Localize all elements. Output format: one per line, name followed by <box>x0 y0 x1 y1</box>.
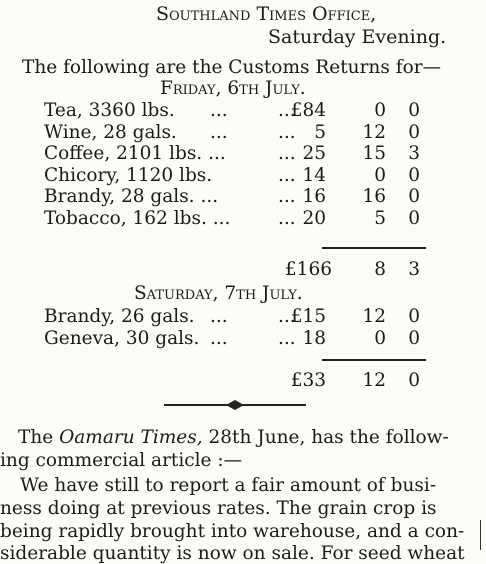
customs-row <box>0 100 486 124</box>
customs-row <box>0 143 486 167</box>
shillings-value: 5 <box>374 207 386 229</box>
item-label: Coffee, 2101 lbs. ... <box>44 143 226 164</box>
column-edge-mark <box>480 520 481 550</box>
friday-total-row <box>0 259 486 283</box>
shillings-value: 0 <box>374 328 386 349</box>
shillings-value: 12 <box>362 121 386 143</box>
leader-dots: ... <box>278 143 296 164</box>
pounds-value: £84 <box>290 100 326 121</box>
leader-dots: ... <box>210 100 228 121</box>
item-label: Tea, 3360 lbs. <box>44 100 175 121</box>
pounds-value: 20 <box>302 207 326 229</box>
customs-row <box>0 186 486 210</box>
friday-heading: Friday, 6th July. <box>160 78 306 99</box>
item-label: Chicory, 1120 lbs. <box>44 164 213 186</box>
saturday-total-row <box>0 370 486 394</box>
leader-dots: ... <box>278 306 296 327</box>
friday-total-pence: 3 <box>408 259 420 280</box>
pounds-value: 16 <box>302 186 326 207</box>
pounds-value: 18 <box>302 328 326 349</box>
pence-value: 0 <box>408 164 420 186</box>
leader-dots: ... <box>278 207 296 229</box>
saturday-rule <box>322 359 426 361</box>
pence-value: 0 <box>408 121 420 143</box>
item-label: Brandy, 28 gals. ... <box>44 186 219 207</box>
newspaper-title: Oamaru Times, <box>59 427 203 448</box>
friday-rule <box>322 247 426 249</box>
customs-intro: The following are the Customs Returns for— <box>22 57 442 78</box>
pence-value: 0 <box>408 186 420 207</box>
pounds-value: 14 <box>302 164 326 186</box>
customs-row <box>0 306 486 330</box>
item-label: Geneva, 30 gals. <box>44 328 200 349</box>
article-line-3: We have still to report a fair amount of busi- <box>20 475 437 496</box>
shillings-value: 16 <box>362 186 386 207</box>
customs-row <box>0 208 486 232</box>
pence-value: 0 <box>408 207 420 229</box>
customs-row <box>0 328 486 352</box>
shillings-value: 0 <box>374 164 386 186</box>
leader-dots: ... <box>278 121 296 143</box>
saturday-heading: Saturday, 7th July. <box>134 283 303 304</box>
friday-total-shillings: 8 <box>374 259 386 280</box>
saturday-total-pounds: £33 <box>290 370 326 391</box>
pounds-value: £15 <box>290 306 326 327</box>
article-line-6: siderable quantity is now on sale. For seed wheat <box>0 543 465 564</box>
saturday-total-pence: 0 <box>408 370 420 391</box>
item-label: Tobacco, 162 lbs. ... <box>44 207 231 229</box>
leader-dots: ... <box>278 328 296 349</box>
article-line-1: The Oamaru Times, 28th June, has the follow- <box>18 427 449 448</box>
pence-value: 0 <box>408 328 420 349</box>
article-line-2: ing commercial article :— <box>0 450 243 471</box>
article-line-5: being rapidly brought into warehouse, and a con- <box>0 521 465 542</box>
ornament-divider-icon <box>160 399 310 411</box>
shillings-value: 15 <box>362 143 386 164</box>
pence-value: 0 <box>408 306 420 327</box>
saturday-total-shillings: 12 <box>362 370 386 391</box>
pence-value: 0 <box>408 100 420 121</box>
pounds-value: 5 <box>314 121 326 143</box>
customs-row <box>0 165 486 189</box>
time-heading: Saturday Evening. <box>268 26 447 48</box>
shillings-value: 0 <box>374 100 386 121</box>
pounds-value: 25 <box>302 143 326 164</box>
leader-dots: ... <box>278 186 296 207</box>
leader-dots: ... <box>210 328 228 349</box>
leader-dots: ... <box>278 164 296 186</box>
office-heading: Southland Times Office, <box>156 3 377 25</box>
leader-dots: ... <box>278 100 296 121</box>
leader-dots: ... <box>210 121 228 143</box>
item-label: Brandy, 26 gals. <box>44 306 195 327</box>
shillings-value: 12 <box>362 306 386 327</box>
friday-total-pounds: £166 <box>284 259 332 280</box>
item-label: Wine, 28 gals. <box>44 121 177 143</box>
customs-row <box>0 122 486 146</box>
leader-dots: ... <box>210 306 228 327</box>
article-line-4: ness doing at previous rates. The grain crop is <box>0 498 437 519</box>
pence-value: 3 <box>408 143 420 164</box>
